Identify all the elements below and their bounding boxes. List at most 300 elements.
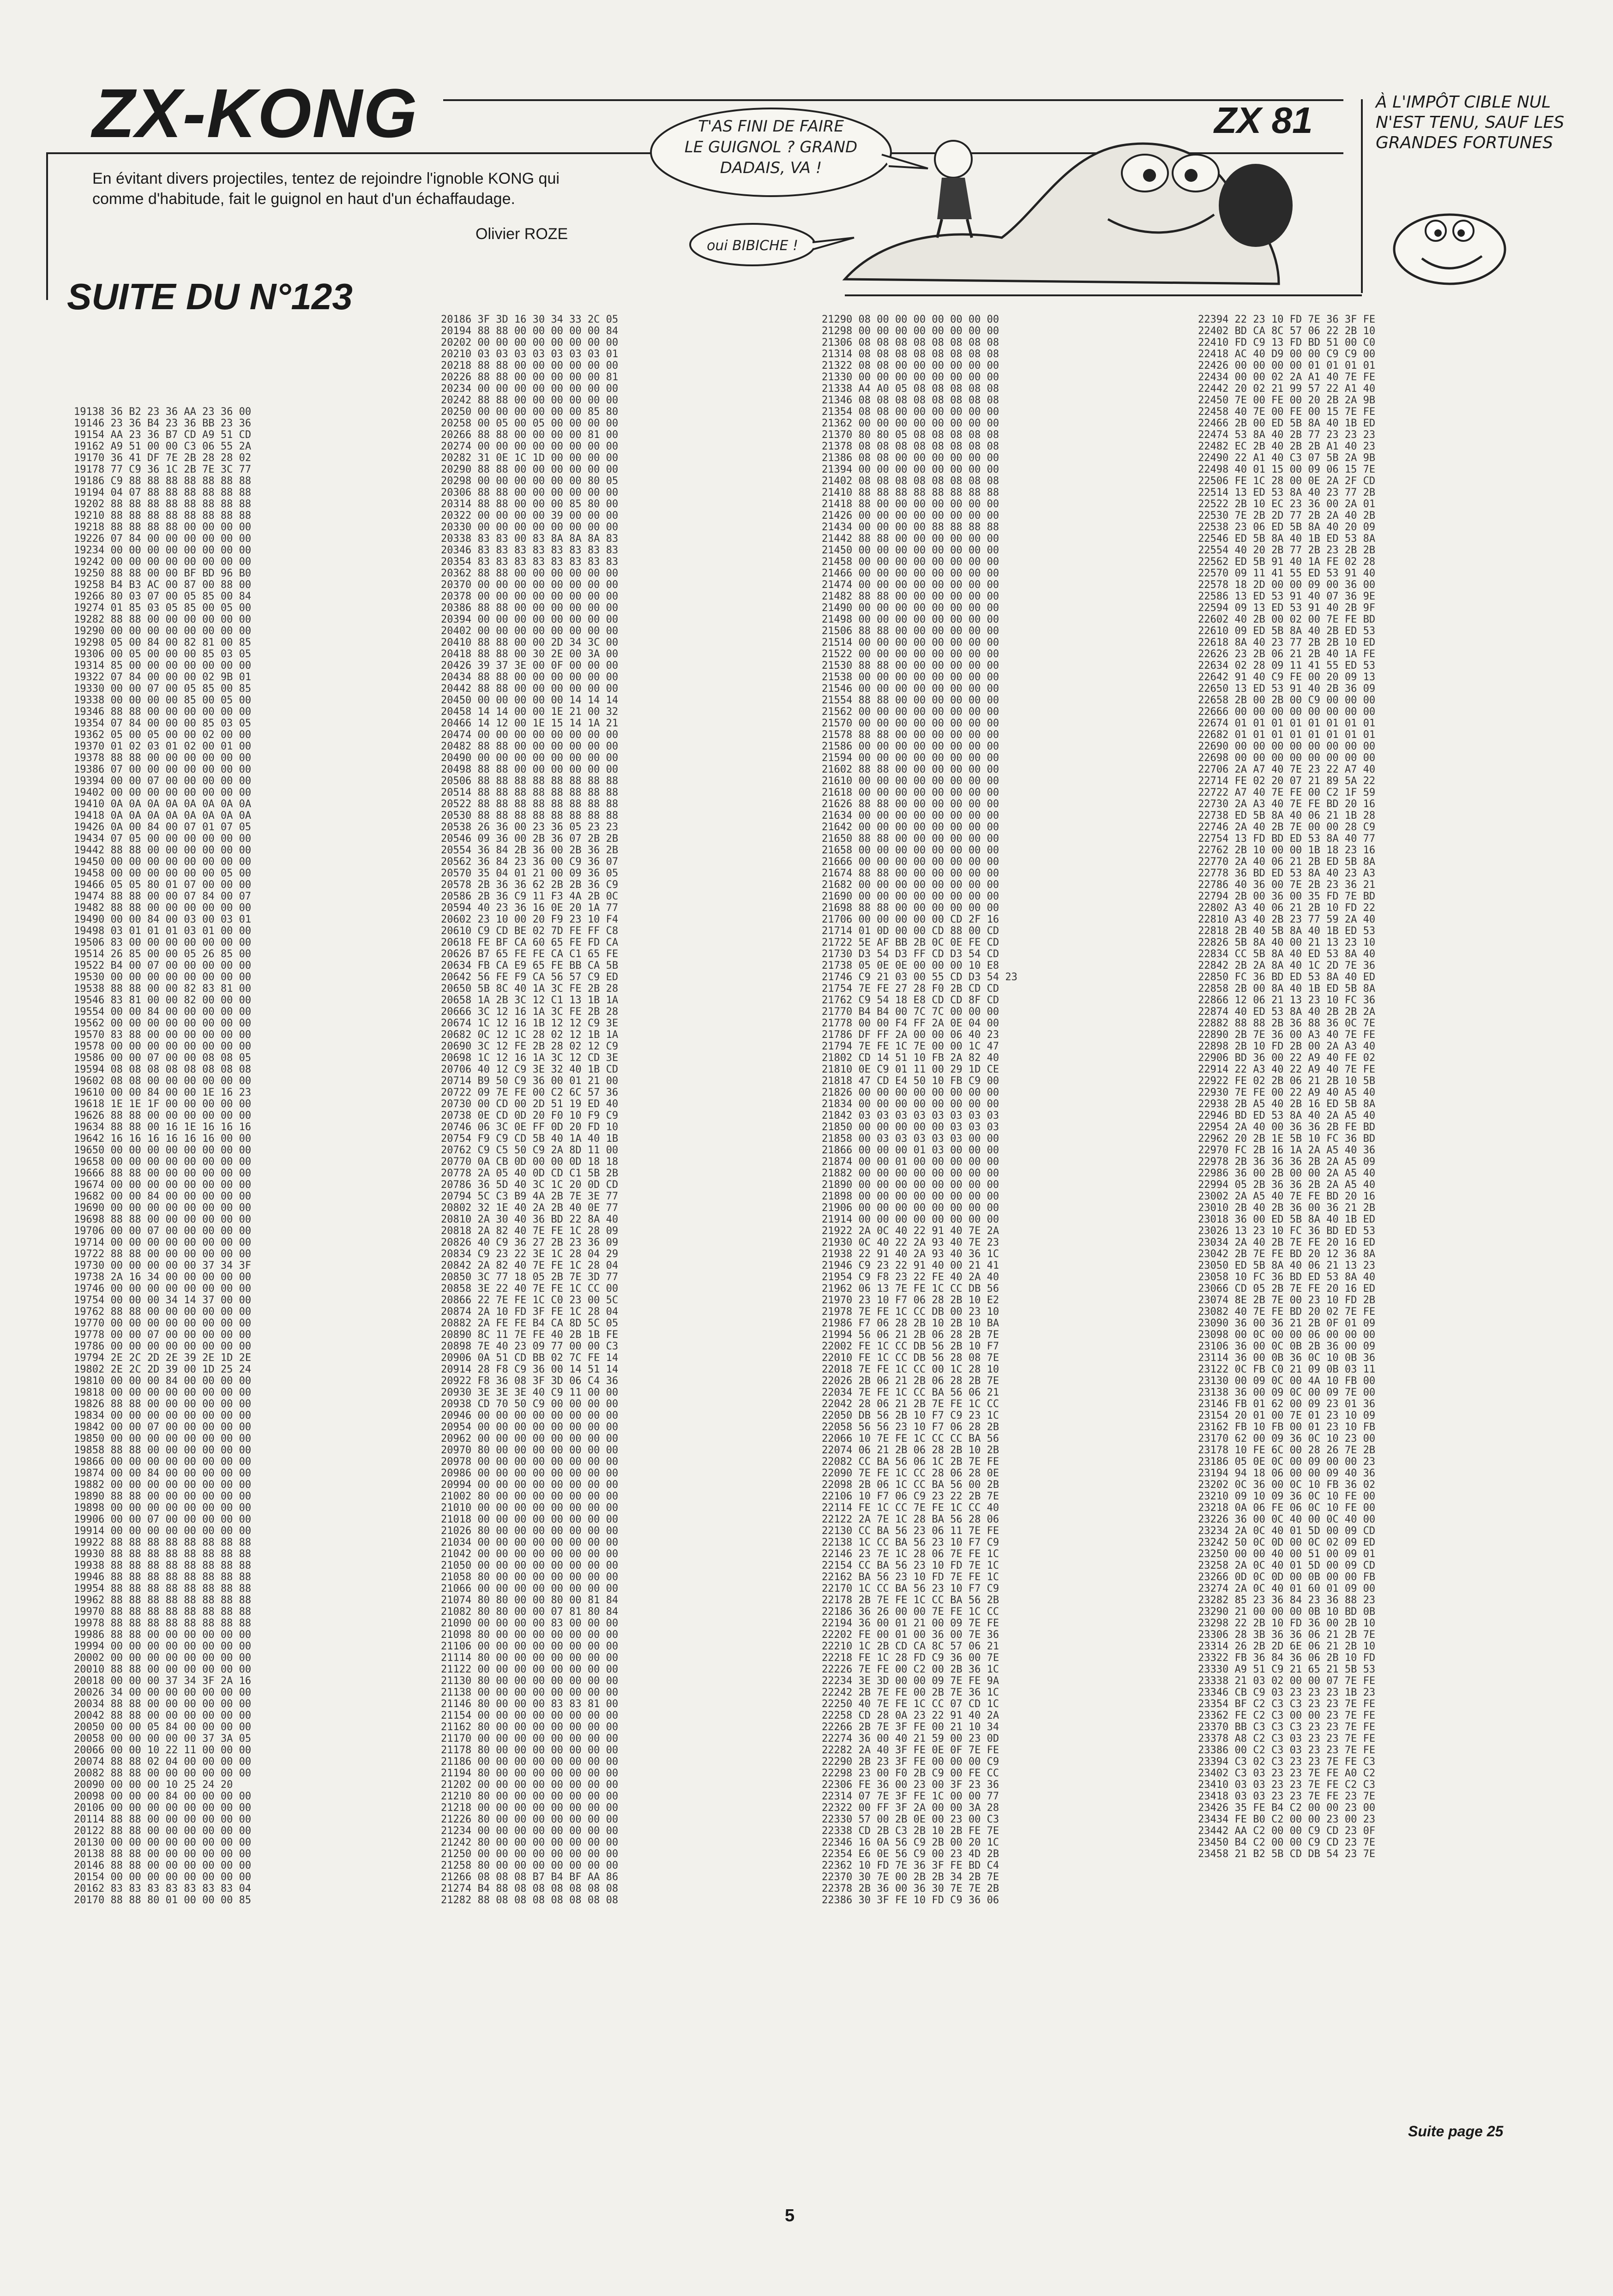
- listing-line: 23426 35 FE B4 C2 00 00 23 00: [1198, 1802, 1376, 1814]
- listing-line: 21594 00 00 00 00 00 00 00 00: [822, 752, 999, 764]
- listing-line: 21442 88 88 00 00 00 00 00 00: [822, 533, 999, 545]
- listing-line: 22818 2B 40 5B 8A 40 1B ED 53: [1198, 925, 1376, 937]
- listing-line: 21042 00 00 00 00 00 00 00 00: [441, 1548, 619, 1560]
- listing-line: 20970 80 00 00 00 00 00 00 00: [441, 1445, 619, 1456]
- listing-line: 19258 B4 B3 AC 00 87 00 88 00: [74, 579, 252, 591]
- listing-line: 19698 88 88 00 00 00 00 00 00: [74, 1214, 252, 1225]
- listing-line: 22954 2A 40 00 36 36 2B FE BD: [1198, 1121, 1376, 1133]
- listing-line: 19826 88 88 00 00 00 00 00 00: [74, 1398, 252, 1410]
- listing-line: 20074 88 88 02 04 00 00 00 00: [74, 1756, 252, 1768]
- listing-line: 19362 05 00 05 00 00 02 00 00: [74, 729, 252, 741]
- listing-line: 21618 00 00 00 00 00 00 00 00: [822, 787, 999, 798]
- listing-line: 22058 56 56 23 10 F7 06 28 2B: [822, 1421, 999, 1433]
- listing-line: 23010 2B 40 2B 36 00 36 21 2B: [1198, 1202, 1376, 1214]
- listing-line: 22434 00 00 02 2A A1 40 7E FE: [1198, 372, 1376, 383]
- listing-line: 20394 00 00 00 00 00 00 00 00: [441, 614, 619, 625]
- listing-line: 19178 77 C9 36 1C 2B 7E 3C 77: [74, 464, 252, 475]
- listing-line: 21794 7E FE 1C 7E 00 00 1C 47: [822, 1041, 999, 1052]
- listing-line: 19778 00 00 07 00 00 00 00 00: [74, 1329, 252, 1341]
- listing-line: 22386 30 3F FE 10 FD C9 36 06: [822, 1894, 999, 1906]
- listing-line: 21714 01 0D 00 00 CD 88 00 CD: [822, 925, 999, 937]
- listing-line: 22402 BD CA 8C 57 06 22 2B 10: [1198, 325, 1376, 337]
- listing-line: 22410 FD C9 13 FD BD 51 00 C0: [1198, 337, 1376, 348]
- listing-line: 20410 88 88 00 00 2D 34 3C 00: [441, 637, 619, 648]
- listing-line: 19722 88 88 00 00 00 00 00 00: [74, 1248, 252, 1260]
- listing-line: 23250 00 00 40 00 51 00 09 01: [1198, 1548, 1376, 1560]
- listing-line: 21026 80 00 00 00 00 00 00 00: [441, 1525, 619, 1537]
- listing-line: 22834 CC 5B 8A 40 ED 53 8A 40: [1198, 948, 1376, 960]
- listing-line: 22282 2A 40 3F FE 0E 0F 7E FE: [822, 1744, 999, 1756]
- bubble1-line2: LE GUIGNOL ? GRAND: [684, 138, 858, 156]
- listing-line: 21802 CD 14 51 10 FB 2A 82 40: [822, 1052, 999, 1064]
- listing-line: 21538 00 00 00 00 00 00 00 00: [822, 671, 999, 683]
- listing-line: 20378 00 00 00 00 00 00 00 00: [441, 591, 619, 602]
- listing-line: 21890 00 00 00 00 00 00 00 00: [822, 1179, 999, 1191]
- listing-line: 23058 10 FC 36 BD ED 53 8A 40: [1198, 1271, 1376, 1283]
- listing-line: 20386 88 88 00 00 00 00 00 00: [441, 602, 619, 614]
- listing-line: 21882 00 00 00 00 00 00 00 00: [822, 1168, 999, 1179]
- listing-line: 20026 34 00 00 00 00 00 00 00: [74, 1687, 252, 1698]
- listing-line: 22762 2B 10 00 00 1B 18 23 16: [1198, 845, 1376, 856]
- listing-line: 22698 00 00 00 00 00 00 00 00: [1198, 752, 1376, 764]
- listing-line: 23362 FE C2 C3 00 00 23 7E FE: [1198, 1710, 1376, 1721]
- listing-line: 19674 00 00 00 00 00 00 00 00: [74, 1179, 252, 1191]
- listing-line: 22914 22 A3 40 22 A9 40 7E FE: [1198, 1064, 1376, 1075]
- listing-line: 19490 00 00 84 00 03 00 03 01: [74, 914, 252, 925]
- listing-line: 21562 00 00 00 00 00 00 00 00: [822, 706, 999, 718]
- listing-line: 21506 88 88 00 00 00 00 00 00: [822, 625, 999, 637]
- listing-line: 19538 88 88 00 00 82 83 81 00: [74, 983, 252, 995]
- listing-line: 22090 7E FE 1C CC 28 06 28 0E: [822, 1468, 999, 1479]
- listing-line: 23066 CD 05 2B 7E FE 20 16 ED: [1198, 1283, 1376, 1295]
- listing-line: 19730 00 00 00 00 00 37 34 3F: [74, 1260, 252, 1271]
- listing-line: 20082 88 88 00 00 00 00 00 00: [74, 1768, 252, 1779]
- listing-line: 22370 30 7E 00 2B 2B 34 2B 7E: [822, 1871, 999, 1883]
- page-title: ZX-KONG: [92, 74, 418, 152]
- listing-line: 21130 80 00 00 00 00 00 00 00: [441, 1675, 619, 1687]
- listing-line: 20794 5C C3 B9 4A 2B 7E 3E 77: [441, 1191, 619, 1202]
- listing-line: 20482 88 88 00 00 00 00 00 00: [441, 741, 619, 752]
- listing-line: 23106 36 00 0C 0B 2B 36 00 09: [1198, 1341, 1376, 1352]
- listing-line: 20762 C9 C5 50 C9 2A 8D 11 00: [441, 1145, 619, 1156]
- listing-line: 20474 00 00 00 00 00 00 00 00: [441, 729, 619, 741]
- listing-line: 21306 08 08 08 08 08 08 08 08: [822, 337, 999, 348]
- listing-line: 21082 80 80 00 00 07 81 80 84: [441, 1606, 619, 1618]
- listing-line: 23090 36 00 36 21 2B 0F 01 09: [1198, 1318, 1376, 1329]
- listing-line: 19946 88 88 88 88 88 88 88 88: [74, 1571, 252, 1583]
- listing-line: 19802 2E 2C 2D 39 00 1D 25 24: [74, 1364, 252, 1375]
- listing-line: 22354 E6 0E 56 C9 00 23 4D 2B: [822, 1848, 999, 1860]
- listing-line: 22338 CD 2B C3 2B 10 2B FE 7E: [822, 1825, 999, 1837]
- listing-line: 19282 88 88 00 00 00 00 00 00: [74, 614, 252, 625]
- listing-line: 20330 00 00 00 00 00 00 00 00: [441, 522, 619, 533]
- listing-line: 20778 2A 05 40 0D CD C1 5B 2B: [441, 1168, 619, 1179]
- listing-line: 21266 08 08 08 B7 B4 BF AA 86: [441, 1871, 619, 1883]
- listing-line: 20282 31 0E 1C 1D 00 00 00 00: [441, 452, 619, 464]
- listing-line: 22210 1C 2B CD CA 8C 57 06 21: [822, 1641, 999, 1652]
- listing-line: 22898 2B 10 FD 2B 00 2A A3 40: [1198, 1041, 1376, 1052]
- listing-line: 22890 2B 7E 36 00 A3 40 7E FE: [1198, 1029, 1376, 1041]
- listing-line: 22314 07 7E 3F FE 1C 00 00 77: [822, 1791, 999, 1802]
- continued-note: Suite page 25: [1408, 2123, 1504, 2140]
- intro-text: En évitant divers projectiles, tentez de rejoindre l'ignoble KONG qui comme d'habitude, fait le guignol en haut d'un échaffaudage.: [92, 170, 560, 208]
- listing-line: 20858 3E 22 40 7E FE 1C CC 00: [441, 1283, 619, 1295]
- listing-line: 22730 2A A3 40 7E FE BD 20 16: [1198, 798, 1376, 810]
- listing-line: 22554 40 20 2B 77 2B 23 2B 2B: [1198, 545, 1376, 556]
- listing-line: 21298 00 00 00 00 00 00 00 00: [822, 325, 999, 337]
- listing-line: 22346 16 0A 56 C9 2B 00 20 1C: [822, 1837, 999, 1848]
- listing-line: 20954 00 00 00 00 00 00 00 00: [441, 1421, 619, 1433]
- listing-line: 22442 20 02 21 99 57 22 A1 40: [1198, 383, 1376, 395]
- listing-line: 21426 00 00 00 00 00 00 00 00: [822, 510, 999, 522]
- listing-line: 22378 2B 36 00 36 30 7E 7E 2B: [822, 1883, 999, 1894]
- listing-line: 20610 C9 CD BE 02 7D FE FF C8: [441, 925, 619, 937]
- listing-column-4: [1198, 314, 1375, 1860]
- listing-line: 21810 0E C9 01 11 00 29 1D CE: [822, 1064, 999, 1075]
- listing-line: 21658 00 00 00 00 00 00 00 00: [822, 845, 999, 856]
- listing-line: 22690 00 00 00 00 00 00 00 00: [1198, 741, 1376, 752]
- listing-line: 21450 00 00 00 00 00 00 00 00: [822, 545, 999, 556]
- listing-line: 19642 16 16 16 16 16 16 00 00: [74, 1133, 252, 1145]
- listing-line: 19834 00 00 00 00 00 00 00 00: [74, 1410, 252, 1421]
- listing-line: 23434 FE B0 C2 00 00 23 00 23: [1198, 1814, 1376, 1825]
- listing-line: 20514 88 88 88 88 88 88 88 88: [441, 787, 619, 798]
- listing-line: 21466 00 00 00 00 00 00 00 00: [822, 568, 999, 579]
- listing-line: 20018 00 00 00 37 34 3F 2A 16: [74, 1675, 252, 1687]
- listing-line: 23402 C3 03 23 23 7E FE A0 C2: [1198, 1768, 1376, 1779]
- listing-line: 19770 00 00 00 00 00 00 00 00: [74, 1318, 252, 1329]
- listing-line: 21922 2A 0C 40 22 91 40 7E 2A: [822, 1225, 999, 1237]
- listing-line: 20402 00 00 00 00 00 00 00 00: [441, 625, 619, 637]
- listing-line: 20498 88 88 00 00 00 00 00 00: [441, 764, 619, 775]
- listing-column-3: [822, 314, 1017, 1906]
- listing-line: 19658 00 00 00 00 00 00 00 00: [74, 1156, 252, 1168]
- listing-line: 23178 10 FE 6C 00 28 26 7E 2B: [1198, 1445, 1376, 1456]
- listing-line: 20146 88 88 00 00 00 00 00 00: [74, 1860, 252, 1871]
- listing-line: 20442 88 88 00 00 00 00 00 00: [441, 683, 619, 695]
- listing-line: 19850 00 00 00 00 00 00 00 00: [74, 1433, 252, 1445]
- listing-line: 21018 00 00 00 00 00 00 00 00: [441, 1514, 619, 1525]
- listing-line: 20850 3C 77 18 05 2B 7E 3D 77: [441, 1271, 619, 1283]
- listing-line: 20298 00 00 00 00 00 00 80 05: [441, 475, 619, 487]
- listing-line: 20562 36 84 23 36 00 C9 36 07: [441, 856, 619, 868]
- listing-line: 19914 00 00 00 00 00 00 00 00: [74, 1525, 252, 1537]
- listing-line: 19634 88 88 00 16 1E 16 16 16: [74, 1121, 252, 1133]
- listing-line: 22986 36 00 2B 00 00 2A A5 40: [1198, 1168, 1376, 1179]
- listing-line: 22882 88 88 2B 36 88 36 0C 7E: [1198, 1018, 1376, 1029]
- listing-line: 20066 00 00 10 22 11 00 00 00: [74, 1744, 252, 1756]
- listing-line: 20738 0E CD 0D 20 F0 10 F9 C9: [441, 1110, 619, 1121]
- listing-line: 22274 36 00 40 21 59 00 23 0D: [822, 1733, 999, 1744]
- listing-line: 21010 00 00 00 00 00 00 00 00: [441, 1502, 619, 1514]
- listing-line: 20674 1C 12 16 1B 12 12 C9 3E: [441, 1018, 619, 1029]
- listing-line: 19746 00 00 00 00 00 00 00 00: [74, 1283, 252, 1295]
- listing-line: 19842 00 00 07 00 00 00 00 00: [74, 1421, 252, 1433]
- listing-line: 22682 01 01 01 01 01 01 01 01: [1198, 729, 1376, 741]
- listing-line: 21354 08 08 00 00 00 00 00 00: [822, 406, 999, 418]
- listing-line: 22026 2B 06 21 2B 06 28 2B 7E: [822, 1375, 999, 1387]
- listing-line: 23002 2A A5 40 7E FE BD 20 16: [1198, 1191, 1376, 1202]
- listing-line: 21186 00 00 00 00 00 00 00 00: [441, 1756, 619, 1768]
- listing-line: 22130 CC BA 56 23 06 11 7E FE: [822, 1525, 999, 1537]
- listing-line: 22498 40 01 15 00 09 06 15 7E: [1198, 464, 1376, 475]
- listing-line: 22242 2B 7E FE 00 2B 7E 36 1C: [822, 1687, 999, 1698]
- listing-line: 19890 88 88 00 00 00 00 00 00: [74, 1491, 252, 1502]
- listing-line: 23450 B4 C2 00 00 C9 CD 23 7E: [1198, 1837, 1376, 1848]
- listing-line: 23130 00 09 0C 00 4A 10 FB 00: [1198, 1375, 1376, 1387]
- listing-line: 22658 2B 00 2B 00 C9 00 00 00: [1198, 695, 1376, 706]
- listing-line: 21842 03 03 03 03 03 03 03 03: [822, 1110, 999, 1121]
- listing-line: 19386 07 00 00 00 00 00 00 00: [74, 764, 252, 775]
- listing-line: 21818 47 CD E4 50 10 FB C9 00: [822, 1075, 999, 1087]
- listing-line: 21322 08 08 00 00 00 00 00 00: [822, 360, 999, 372]
- listing-line: 19682 00 00 84 00 00 00 00 00: [74, 1191, 252, 1202]
- listing-line: 22234 3E 3D 00 00 09 7E FE 9A: [822, 1675, 999, 1687]
- listing-line: 20346 83 83 83 83 83 83 83 83: [441, 545, 619, 556]
- listing-line: 23386 00 C2 C3 03 23 23 7E FE: [1198, 1744, 1376, 1756]
- listing-line: 23122 0C FB C0 21 09 0B 03 11: [1198, 1364, 1376, 1375]
- listing-line: 22322 00 FF 3F 2A 00 00 3A 28: [822, 1802, 999, 1814]
- listing-line: 19498 03 01 01 01 03 01 00 00: [74, 925, 252, 937]
- listing-line: 20138 88 88 00 00 00 00 00 00: [74, 1848, 252, 1860]
- listing-column-1: [74, 406, 251, 1906]
- listing-line: 22770 2A 40 06 21 2B ED 5B 8A: [1198, 856, 1376, 868]
- listing-line: 23210 09 10 09 36 0C 10 FE 00: [1198, 1491, 1376, 1502]
- listing-line: 23322 FB 36 84 36 06 2B 10 FD: [1198, 1652, 1376, 1664]
- listing-line: 22642 91 40 C9 FE 00 20 09 13: [1198, 671, 1376, 683]
- listing-line: 20274 00 00 00 00 00 00 00 00: [441, 441, 619, 452]
- listing-line: 20682 0C 12 1C 28 02 12 1B 1A: [441, 1029, 619, 1041]
- listing-line: 19970 88 88 88 88 88 88 88 88: [74, 1606, 252, 1618]
- listing-line: 21050 00 00 00 00 00 00 00 00: [441, 1560, 619, 1571]
- listing-line: 23242 50 0C 0D 00 0C 02 09 ED: [1198, 1537, 1376, 1548]
- listing-line: 20538 26 36 00 23 36 05 23 23: [441, 821, 619, 833]
- listing-line: 19578 00 00 00 00 00 00 00 00: [74, 1041, 252, 1052]
- listing-line: 22994 05 2B 36 36 2B 2A A5 40: [1198, 1179, 1376, 1191]
- listing-line: 23074 8E 2B 7E 00 23 10 FD 2B: [1198, 1295, 1376, 1306]
- listing-line: 20306 88 88 00 00 00 00 00 00: [441, 487, 619, 498]
- listing-line: 20242 88 88 00 00 00 00 00 00: [441, 395, 619, 406]
- listing-line: 22194 36 00 01 21 00 09 7E FE: [822, 1618, 999, 1629]
- listing-line: 19410 0A 0A 0A 0A 0A 0A 0A 0A: [74, 798, 252, 810]
- listing-line: 19274 01 85 03 05 85 00 05 00: [74, 602, 252, 614]
- listing-line: 21034 00 00 00 00 00 00 00 00: [441, 1537, 619, 1548]
- listing-line: 20362 88 88 00 00 00 00 00 00: [441, 568, 619, 579]
- listing-line: 23266 0D 0C 0D 00 0B 00 00 FB: [1198, 1571, 1376, 1583]
- listing-line: 21626 88 88 00 00 00 00 00 00: [822, 798, 999, 810]
- listing-line: 19298 05 00 84 00 82 81 00 85: [74, 637, 252, 648]
- listing-line: 23162 FB 10 FB 00 01 23 10 FB: [1198, 1421, 1376, 1433]
- listing-line: 22562 ED 5B 91 40 1A FE 02 28: [1198, 556, 1376, 568]
- listing-line: 22506 FE 1C 28 00 0E 2A 2F CD: [1198, 475, 1376, 487]
- listing-line: 19314 85 00 00 00 00 00 00 00: [74, 660, 252, 671]
- listing-line: 21546 00 00 00 00 00 00 00 00: [822, 683, 999, 695]
- bubble1-line1: T'AS FINI DE FAIRE: [698, 117, 844, 136]
- listing-line: 21698 88 88 00 00 00 00 00 00: [822, 902, 999, 914]
- listing-line: 19202 88 88 88 88 88 88 88 88: [74, 498, 252, 510]
- listing-line: 21850 00 00 00 00 00 03 03 03: [822, 1121, 999, 1133]
- listing-line: 23274 2A 0C 40 01 60 01 09 00: [1198, 1583, 1376, 1595]
- listing-line: 20914 28 F8 C9 36 00 14 51 14: [441, 1364, 619, 1375]
- listing-line: 21970 23 10 F7 06 28 2B 10 E2: [822, 1295, 999, 1306]
- listing-line: 22714 FE 02 20 07 21 89 5A 22: [1198, 775, 1376, 787]
- listing-line: 22634 02 28 09 11 41 55 ED 53: [1198, 660, 1376, 671]
- listing-line: 20946 00 00 00 00 00 00 00 00: [441, 1410, 619, 1421]
- listing-line: 21738 05 0E 0E 00 00 00 10 E8: [822, 960, 999, 971]
- listing-line: 20162 83 83 83 83 83 83 83 04: [74, 1883, 252, 1894]
- listing-line: 21954 C9 F8 23 22 FE 40 2A 40: [822, 1271, 999, 1283]
- listing-line: 22746 2A 40 2B 7E 00 00 28 C9: [1198, 821, 1376, 833]
- listing-line: 22218 FE 1C 28 FD C9 36 00 7E: [822, 1652, 999, 1664]
- listing-line: 23218 0A 06 FE 06 0C 10 FE 00: [1198, 1502, 1376, 1514]
- listing-line: 23018 36 00 ED 5B 8A 40 1B ED: [1198, 1214, 1376, 1225]
- listing-line: 21402 08 08 08 08 08 08 08 08: [822, 475, 999, 487]
- listing-line: 22178 2B 7E FE 1C CC BA 56 2B: [822, 1595, 999, 1606]
- listing-line: 22866 12 06 21 13 23 10 FC 36: [1198, 995, 1376, 1006]
- listing-line: 19962 88 88 88 88 88 88 88 88: [74, 1595, 252, 1606]
- listing-line: 23370 BB C3 C3 C3 23 23 7E FE: [1198, 1721, 1376, 1733]
- listing-line: 20618 FE BF CA 60 65 FE FD CA: [441, 937, 619, 948]
- listing-line: 19402 00 00 00 00 00 00 00 00: [74, 787, 252, 798]
- listing-line: 22602 40 2B 00 02 00 7E FE BD: [1198, 614, 1376, 625]
- listing-line: 19690 00 00 00 00 00 00 00 00: [74, 1202, 252, 1214]
- listing-line: 20962 00 00 00 00 00 00 00 00: [441, 1433, 619, 1445]
- listing-line: 20826 40 C9 36 27 2B 23 36 09: [441, 1237, 619, 1248]
- listing-line: 19562 00 00 00 00 00 00 00 00: [74, 1018, 252, 1029]
- listing-line: 21762 C9 54 18 E8 CD CD 8F CD: [822, 995, 999, 1006]
- listing-line: 19994 00 00 00 00 00 00 00 00: [74, 1641, 252, 1652]
- listing-line: 22290 2B 23 3F FE 00 00 00 C9: [822, 1756, 999, 1768]
- listing-line: 19218 88 88 88 88 00 00 00 00: [74, 522, 252, 533]
- listing-line: 19138 36 B2 23 36 AA 23 36 00: [74, 406, 252, 418]
- listing-line: 21578 88 88 00 00 00 00 00 00: [822, 729, 999, 741]
- listing-line: 22474 53 8A 40 2B 77 23 23 23: [1198, 429, 1376, 441]
- listing-line: 20058 00 00 00 00 00 37 3A 05: [74, 1733, 252, 1744]
- listing-line: 20002 00 00 00 00 00 00 00 00: [74, 1652, 252, 1664]
- listing-line: 22850 FC 36 BD ED 53 8A 40 ED: [1198, 971, 1376, 983]
- listing-line: 20202 00 00 00 00 00 00 00 00: [441, 337, 619, 348]
- listing-line: 21146 80 00 00 00 83 83 81 00: [441, 1698, 619, 1710]
- listing-line: 23034 2A 40 2B 7E FE 20 16 ED: [1198, 1237, 1376, 1248]
- listing-line: 22778 36 BD ED 53 8A 40 23 A3: [1198, 868, 1376, 879]
- listing-line: 21218 00 00 00 00 00 00 00 00: [441, 1802, 619, 1814]
- listing-line: 23298 22 2B 10 FD 36 00 2B 10: [1198, 1618, 1376, 1629]
- listing-line: 23290 21 00 00 00 0B 10 BD 0B: [1198, 1606, 1376, 1618]
- listing-line: 21474 00 00 00 00 00 00 00 00: [822, 579, 999, 591]
- listing-line: 21786 DF FF 2A 00 00 06 40 23: [822, 1029, 999, 1041]
- listing-line: 19586 00 00 07 00 00 08 08 05: [74, 1052, 252, 1064]
- listing-line: 21314 08 08 08 08 08 08 08 08: [822, 348, 999, 360]
- listing-line: 20034 88 88 00 00 00 00 00 00: [74, 1698, 252, 1710]
- listing-line: 22266 2B 7E 3F FE 00 21 10 34: [822, 1721, 999, 1733]
- listing-line: 20810 2A 30 40 36 BD 22 8A 40: [441, 1214, 619, 1225]
- listing-line: 21938 22 91 40 2A 93 40 36 1C: [822, 1248, 999, 1260]
- listing-line: 21330 00 00 00 00 00 00 00 00: [822, 372, 999, 383]
- listing-line: 19482 88 88 00 00 00 00 00 00: [74, 902, 252, 914]
- listing-line: 20114 88 88 00 00 00 00 00 00: [74, 1814, 252, 1825]
- cartoon-face-illustration: [1371, 157, 1588, 286]
- character-head: [935, 141, 972, 178]
- listing-line: 19554 00 00 84 00 00 00 00 00: [74, 1006, 252, 1018]
- listing-line: 21162 80 00 00 00 00 00 00 00: [441, 1721, 619, 1733]
- listing-line: 22530 7E 2B 2D 77 2B 2A 40 2B: [1198, 510, 1376, 522]
- listing-line: 20226 88 88 00 00 00 00 00 81: [441, 372, 619, 383]
- listing-line: 21690 00 00 00 00 00 00 00 00: [822, 891, 999, 902]
- listing-line: 21258 80 00 00 00 00 00 00 00: [441, 1860, 619, 1871]
- listing-line: 20874 2A 10 FD 3F FE 1C 28 04: [441, 1306, 619, 1318]
- listing-line: 19874 00 00 84 00 00 00 00 00: [74, 1468, 252, 1479]
- listing-line: 22610 09 ED 5B 8A 40 2B ED 53: [1198, 625, 1376, 637]
- listing-line: 22946 BD ED 53 8A 40 2A A5 40: [1198, 1110, 1376, 1121]
- listing-line: 19458 00 00 00 00 00 00 05 00: [74, 868, 252, 879]
- listing-line: 21234 00 00 00 00 00 00 00 00: [441, 1825, 619, 1837]
- listing-line: 22146 23 7E 1C 28 06 7E FE 1C: [822, 1548, 999, 1560]
- listing-line: 23114 36 00 0B 36 0C 10 0B 36: [1198, 1352, 1376, 1364]
- listing-line: 23458 21 B2 5B CD DB 54 23 7E: [1198, 1848, 1376, 1860]
- listing-line: 22578 18 2D 00 00 09 00 36 00: [1198, 579, 1376, 591]
- listing-line: 21554 88 88 00 00 00 00 00 00: [822, 695, 999, 706]
- suite-heading: [67, 277, 353, 317]
- listing-line: 22874 40 ED 53 8A 40 2B 2B 2A: [1198, 1006, 1376, 1018]
- listing-line: 19738 2A 16 34 00 00 00 00 00: [74, 1271, 252, 1283]
- listing-line: 21226 80 00 00 00 00 00 00 00: [441, 1814, 619, 1825]
- listing-line: 23282 85 23 36 84 23 36 88 23: [1198, 1595, 1376, 1606]
- listing-line: 21410 88 88 88 88 88 88 88 88: [822, 487, 999, 498]
- listing-line: 21978 7E FE 1C CC DB 00 23 10: [822, 1306, 999, 1318]
- listing-line: 21906 00 00 00 00 00 00 00 00: [822, 1202, 999, 1214]
- header-rule-vertical: [46, 152, 48, 300]
- listing-line: 22450 7E 00 FE 00 20 2B 2A 9B: [1198, 395, 1376, 406]
- listing-line: 19666 88 88 00 00 00 00 00 00: [74, 1168, 252, 1179]
- listing-line: 19706 00 00 07 00 00 00 00 00: [74, 1225, 252, 1237]
- listing-line: 21210 80 00 00 00 00 00 00 00: [441, 1791, 619, 1802]
- listing-line: 22362 10 FD 7E 36 3F FE BD C4: [822, 1860, 999, 1871]
- platform-label: ZX 81: [1214, 100, 1313, 141]
- suite-label: SUITE DU N°123: [67, 276, 353, 317]
- listing-line: 22042 28 06 21 2B 7E FE 1C CC: [822, 1398, 999, 1410]
- listing-line: 19226 07 84 00 00 00 00 00 00: [74, 533, 252, 545]
- listing-line: 21778 00 00 F4 FF 2A 0E 04 00: [822, 1018, 999, 1029]
- listing-line: 22114 FE 1C CC 7E FE 1C CC 40: [822, 1502, 999, 1514]
- listing-line: 20354 83 83 83 83 83 83 83 83: [441, 556, 619, 568]
- listing-line: 22482 EC 2B 40 2B 2B A1 40 23: [1198, 441, 1376, 452]
- listing-line: 19162 A9 51 00 00 C3 06 55 2A: [74, 441, 252, 452]
- listing-line: 23234 2A 0C 40 01 5D 00 09 CD: [1198, 1525, 1376, 1537]
- listing-column-2: [441, 314, 618, 1906]
- character-body: [937, 178, 972, 219]
- bubble1-line3: DADAIS, VA !: [720, 159, 822, 177]
- listing-line: 20554 36 84 2B 36 00 2B 36 2B: [441, 845, 619, 856]
- bubble2-text: oui BIBICHE !: [706, 238, 799, 254]
- listing-line: 21722 5E AF BB 2B 0C 0E FE CD: [822, 937, 999, 948]
- listing-line: 20986 00 00 00 00 00 00 00 00: [441, 1468, 619, 1479]
- listing-line: 19978 88 88 88 88 88 88 88 88: [74, 1618, 252, 1629]
- listing-line: 20218 88 88 00 00 00 00 00 00: [441, 360, 619, 372]
- listing-line: 23354 BF C2 C3 C3 23 23 7E FE: [1198, 1698, 1376, 1710]
- listing-line: 23378 A8 C2 C3 03 23 23 7E FE: [1198, 1733, 1376, 1744]
- listing-line: 22922 FE 02 2B 06 21 2B 10 5B: [1198, 1075, 1376, 1087]
- listing-line: 22186 36 26 00 00 7E FE 1C CC: [822, 1606, 999, 1618]
- listing-line: 19418 0A 0A 0A 0A 0A 0A 0A 0A: [74, 810, 252, 821]
- listing-line: 23170 62 00 09 36 0C 10 23 00: [1198, 1433, 1376, 1445]
- listing-line: 20802 32 1E 40 2A 2B 40 0E 77: [441, 1202, 619, 1214]
- listing-line: 22106 10 F7 06 C9 23 22 2B 7E: [822, 1491, 999, 1502]
- listing-line: 23042 2B 7E FE BD 20 12 36 8A: [1198, 1248, 1376, 1260]
- listing-line: 23418 03 03 23 23 7E FE 23 7E: [1198, 1791, 1376, 1802]
- kong-cartoon-illustration: [623, 99, 1371, 298]
- listing-line: 19466 05 05 80 01 07 00 00 00: [74, 879, 252, 891]
- listing-line: 20642 56 FE F9 CA 56 57 C9 ED: [441, 971, 619, 983]
